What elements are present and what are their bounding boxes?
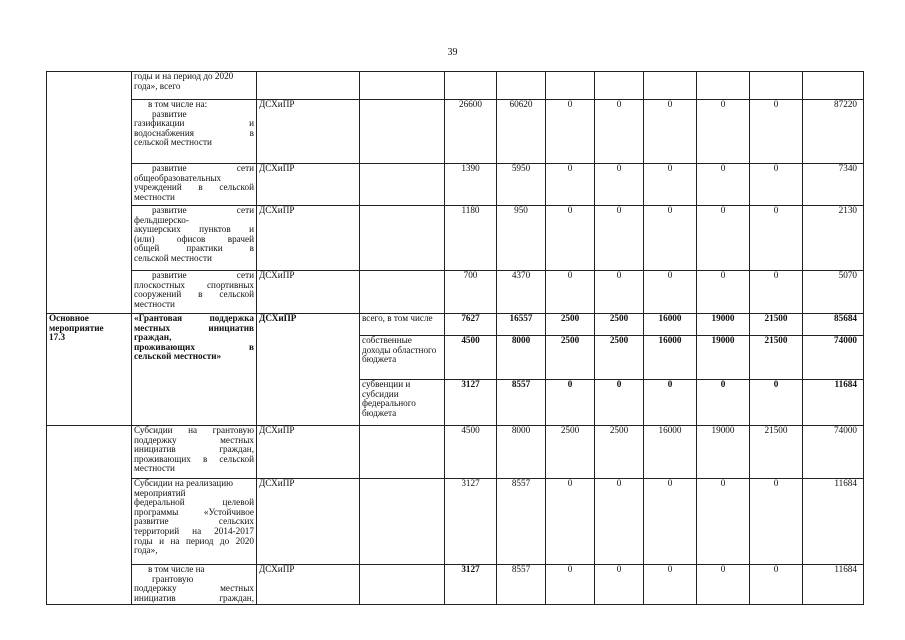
- org-cell: ДСХиПР: [257, 164, 360, 206]
- value-cell: [445, 72, 497, 100]
- source-cell: [360, 426, 445, 479]
- text-line: сооружений в сельской: [134, 289, 254, 300]
- value-cell: 26600: [445, 100, 497, 164]
- value-cell: 7340: [803, 164, 864, 206]
- source-cell: [360, 565, 445, 605]
- value-cell: 0: [750, 479, 803, 565]
- value-cell: 4370: [497, 271, 546, 314]
- value-cell: [697, 72, 750, 100]
- value-cell: 950: [497, 206, 546, 271]
- value-cell: [546, 72, 595, 100]
- value-cell: 0: [697, 479, 750, 565]
- text-line: «Грантовая поддержка: [134, 313, 254, 323]
- table-row: [47, 565, 864, 605]
- text-line: 17.3: [49, 332, 66, 343]
- value-cell: 19000: [697, 314, 750, 336]
- value-cell: 0: [750, 100, 803, 164]
- org-cell: ДСХиПР: [257, 426, 360, 479]
- value-cell: 0: [546, 164, 595, 206]
- value-cell: 0: [697, 164, 750, 206]
- text-line: проживающих в сельской: [134, 453, 254, 464]
- value-cell: 5070: [803, 271, 864, 314]
- code-cell: [47, 72, 132, 314]
- value-cell: 5950: [497, 164, 546, 206]
- text-line: Субсидии на грантовую: [134, 425, 254, 435]
- text-line: акушерских пунктов и: [134, 224, 254, 235]
- name-cell: [132, 565, 257, 605]
- funding-source-cell: субвенции и субсидии федерального бюджета: [360, 380, 445, 426]
- value-cell: 3127: [445, 479, 497, 565]
- value-cell: 7627: [445, 314, 497, 336]
- funding-source-cell: собственные доходы областного бюджета: [360, 336, 445, 380]
- budget-table: [46, 71, 864, 605]
- measure-org-cell: ДСХиПР: [257, 314, 360, 426]
- source-cell: [360, 72, 445, 100]
- value-cell: 3127: [445, 380, 497, 426]
- name-cell: [132, 479, 257, 565]
- value-cell: 0: [546, 206, 595, 271]
- text-line: (или) офисов врачей: [134, 233, 254, 244]
- text-line: граждан,: [134, 332, 172, 343]
- text-line: сельской местности: [134, 252, 212, 263]
- value-cell: 11684: [803, 479, 864, 565]
- value-cell: 21500: [750, 336, 803, 380]
- value-cell: 87220: [803, 100, 864, 164]
- value-cell: 1390: [445, 164, 497, 206]
- value-cell: 74000: [803, 426, 864, 479]
- value-cell: 2500: [595, 314, 644, 336]
- value-cell: 0: [750, 164, 803, 206]
- name-cell: [132, 271, 257, 314]
- value-cell: 0: [644, 479, 697, 565]
- source-cell: [360, 206, 445, 271]
- value-cell: 0: [546, 100, 595, 164]
- name-cell: [132, 100, 257, 164]
- table-row: [47, 271, 864, 314]
- table-body: [47, 72, 864, 605]
- text-line: мероприятий: [134, 487, 186, 498]
- table-row: [47, 479, 864, 565]
- value-cell: 0: [546, 479, 595, 565]
- value-cell: 0: [644, 380, 697, 426]
- value-cell: [803, 72, 864, 100]
- name-cell: [132, 164, 257, 206]
- measure-name-cell: [132, 314, 257, 426]
- value-cell: 11684: [803, 565, 864, 605]
- value-cell: 0: [546, 271, 595, 314]
- text-line: местности: [134, 463, 175, 474]
- table-row: [47, 72, 864, 100]
- text-line: года», всего: [134, 80, 181, 91]
- value-cell: 2500: [595, 336, 644, 380]
- text-line: годы и на период до 2020: [134, 535, 254, 546]
- text-line: годы и на период до 2020: [134, 71, 234, 81]
- text-line: развитие сети: [152, 205, 254, 215]
- text-line: общей практики в: [134, 243, 254, 254]
- value-cell: [595, 72, 644, 100]
- org-cell: ДСХиПР: [257, 565, 360, 605]
- org-cell: [257, 72, 360, 100]
- text-line: грантовую: [152, 573, 194, 584]
- value-cell: 2500: [595, 426, 644, 479]
- text-line: сельской местности: [134, 137, 212, 148]
- text-line: развитие: [152, 108, 187, 119]
- table-row: [47, 426, 864, 479]
- name-cell: [132, 206, 257, 271]
- text-line: в том числе на: [148, 564, 205, 574]
- source-cell: [360, 479, 445, 565]
- text-line: сельской местности»: [134, 351, 222, 362]
- value-cell: 21500: [750, 426, 803, 479]
- source-cell: [360, 271, 445, 314]
- org-cell: ДСХиПР: [257, 479, 360, 565]
- name-cell: [132, 72, 257, 100]
- value-cell: 0: [595, 164, 644, 206]
- text-line: учреждений в сельской: [134, 182, 254, 193]
- text-line: проживающих в: [134, 341, 254, 352]
- text-line: инициатив граждан,: [134, 444, 254, 455]
- value-cell: 0: [595, 380, 644, 426]
- value-cell: 8000: [497, 426, 546, 479]
- text-line: развитие сети: [152, 163, 254, 173]
- value-cell: 0: [697, 206, 750, 271]
- text-line: в том числе на:: [148, 99, 208, 109]
- code-cell: [47, 426, 132, 605]
- text-line: общеобразовательных: [134, 172, 222, 183]
- text-line: местных инициатив: [134, 322, 254, 333]
- value-cell: 0: [595, 565, 644, 605]
- text-line: местности: [134, 298, 175, 309]
- value-cell: 0: [644, 206, 697, 271]
- value-cell: 0: [546, 380, 595, 426]
- value-cell: 0: [595, 100, 644, 164]
- value-cell: 16557: [497, 314, 546, 336]
- org-cell: ДСХиПР: [257, 271, 360, 314]
- value-cell: 19000: [697, 426, 750, 479]
- value-cell: 8557: [497, 479, 546, 565]
- text-line: поддержку местных: [134, 583, 254, 594]
- text-line: территорий на 2014-2017: [134, 525, 254, 536]
- value-cell: 2500: [546, 336, 595, 380]
- org-cell: ДСХиПР: [257, 206, 360, 271]
- measure-row: [47, 314, 864, 336]
- value-cell: 16000: [644, 314, 697, 336]
- text-line: Субсидии на реализацию: [134, 478, 233, 488]
- table-row: [47, 206, 864, 271]
- value-cell: 0: [595, 271, 644, 314]
- funding-source-cell: всего, в том числе: [360, 314, 445, 336]
- value-cell: 0: [595, 479, 644, 565]
- measure-code-cell: [47, 314, 132, 426]
- text-line: поддержку местных: [134, 434, 254, 445]
- value-cell: [644, 72, 697, 100]
- text-line: плоскостных спортивных: [134, 279, 254, 290]
- value-cell: 0: [697, 565, 750, 605]
- text-line: мероприятие: [49, 322, 104, 333]
- value-cell: 2130: [803, 206, 864, 271]
- value-cell: 8557: [497, 380, 546, 426]
- text-line: федеральной целевой: [134, 497, 254, 508]
- value-cell: 16000: [644, 426, 697, 479]
- value-cell: 0: [644, 164, 697, 206]
- value-cell: 11684: [803, 380, 864, 426]
- value-cell: 0: [750, 380, 803, 426]
- text-line: развитие сельских: [134, 516, 254, 527]
- value-cell: 60620: [497, 100, 546, 164]
- value-cell: 4500: [445, 426, 497, 479]
- value-cell: 19000: [697, 336, 750, 380]
- value-cell: [750, 72, 803, 100]
- value-cell: 8557: [497, 565, 546, 605]
- text-line: местности: [134, 191, 175, 202]
- value-cell: 74000: [803, 336, 864, 380]
- value-cell: 0: [697, 100, 750, 164]
- value-cell: 0: [644, 100, 697, 164]
- value-cell: 21500: [750, 314, 803, 336]
- value-cell: 0: [644, 271, 697, 314]
- source-cell: [360, 100, 445, 164]
- table-row: [47, 164, 864, 206]
- value-cell: [497, 72, 546, 100]
- value-cell: 4500: [445, 336, 497, 380]
- value-cell: 0: [595, 206, 644, 271]
- value-cell: 85684: [803, 314, 864, 336]
- text-line: развитие сети: [152, 270, 254, 280]
- source-cell: [360, 164, 445, 206]
- value-cell: 700: [445, 271, 497, 314]
- text-line: инициатив граждан,: [134, 592, 254, 603]
- text-line: Основное: [49, 313, 89, 323]
- value-cell: 0: [750, 271, 803, 314]
- org-cell: ДСХиПР: [257, 100, 360, 164]
- name-cell: [132, 426, 257, 479]
- table-row: [47, 100, 864, 164]
- page-number: 39: [447, 47, 458, 58]
- value-cell: 1180: [445, 206, 497, 271]
- value-cell: 16000: [644, 336, 697, 380]
- text-line: программы «Устойчивое: [134, 506, 254, 517]
- text-line: фельдшерско-: [134, 214, 189, 225]
- value-cell: 0: [750, 206, 803, 271]
- text-line: водоснабжения в: [134, 127, 254, 138]
- text-line: года»,: [134, 545, 158, 556]
- value-cell: 0: [697, 380, 750, 426]
- text-line: газификации и: [134, 118, 254, 129]
- value-cell: 2500: [546, 314, 595, 336]
- value-cell: 0: [644, 565, 697, 605]
- value-cell: 2500: [546, 426, 595, 479]
- value-cell: 0: [750, 565, 803, 605]
- value-cell: 3127: [445, 565, 497, 605]
- value-cell: 0: [546, 565, 595, 605]
- value-cell: 0: [697, 271, 750, 314]
- value-cell: 8000: [497, 336, 546, 380]
